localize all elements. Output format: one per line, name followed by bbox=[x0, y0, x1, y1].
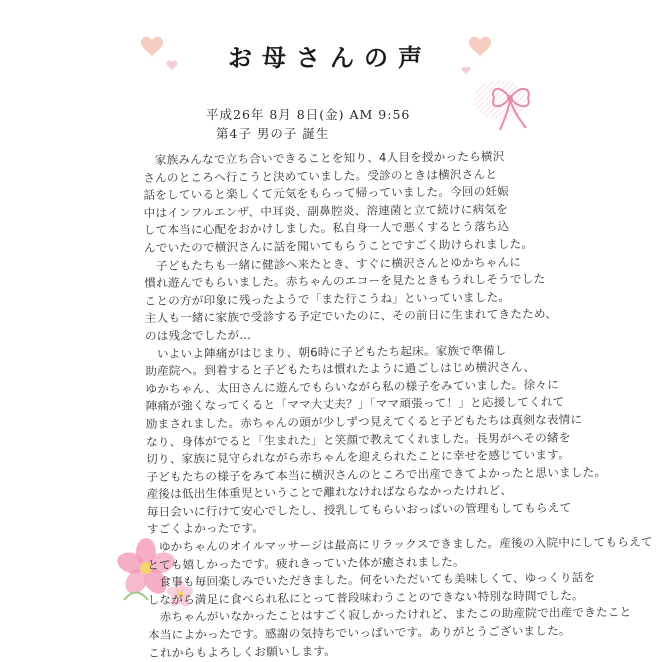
letter-line: 中はインフルエンザ、中耳炎、副鼻腔炎、溶連菌と立て続けに病気を bbox=[143, 201, 509, 220]
letter-line: とても嬉しかったです。疲れきっていた体が癒されました。 bbox=[147, 554, 465, 572]
letter-line: いよいよ陣痛がはじまり、朝6時に子どもたち起床。家族で準備し bbox=[145, 342, 507, 361]
letter-body bbox=[143, 148, 653, 662]
letter-line: 子どもたちの様子をみて本当に横沢さんのところで出産できてよかったと思いました。 bbox=[146, 464, 607, 484]
bow-decoration bbox=[470, 70, 550, 140]
letter-line: さんのところへ行こうと決めていました。受診のときは横沢さんと bbox=[143, 166, 498, 185]
letter-line: ゆかちゃん、太田さんに遊んでもらいながら私の様子をみていました。徐々に bbox=[145, 377, 560, 396]
letter-line: 慣れ遊んでもらいました。赤ちゃんのエコーを見たときもうれしそうでした bbox=[144, 271, 546, 291]
letter-line: のは残念でしたが… bbox=[144, 327, 252, 343]
letter-line: 産後は低出生体重児ということで離れなければならなかったけれど、 bbox=[146, 483, 513, 502]
letter-line: 陣痛が強くなってくると「ママ大丈夫？」「ママ頑張って！」と応援してくれて bbox=[145, 394, 565, 414]
letter-line: 助産院へ。到着すると子どもたちは慣れたように過ごしはじめ横沢さん、 bbox=[145, 360, 536, 379]
letter-line: 本当によかったです。感謝の気持ちでいっぱいです。ありがとうございました。 bbox=[147, 623, 571, 643]
letter-line: 家族みんなで立ち合いできることを知り、4人目を授かったら横沢 bbox=[143, 149, 505, 167]
letter-line: 食事も毎回楽しみでいただきました。何をいただいても美味しくて、ゆっくり話を bbox=[147, 570, 596, 590]
letter-line: 主人も一緒に家族で受診する予定でいたのに、その前日に生まれてきたため、 bbox=[144, 307, 558, 326]
letter-line: ことの方が印象に残ったようで「また行こうね」といっていました。 bbox=[144, 289, 511, 308]
letter-line: 赤ちゃんがいなかったことはすごく寂しかったけれど、またこの助産院で出産できたこと bbox=[147, 605, 632, 625]
letter-line: 切り、家族に見守られながら赤ちゃんを迎えられたことに幸せを感じています。 bbox=[146, 447, 570, 467]
birth-info: 第4子 男の子 誕生 bbox=[216, 126, 330, 141]
letter-line: 子どもたちも一緒に健診へ来たとき、すぐに横沢さんとゆかちゃんに bbox=[144, 254, 522, 273]
letter-line: すごくよかったです。 bbox=[146, 521, 265, 537]
birth-date: 平成26年 8月 8日(金) AM 9:56 bbox=[206, 107, 411, 122]
letter-title: お母さんの声 bbox=[228, 44, 432, 72]
letter-line: なり、身体がでると「生まれた」と笑顔で教えてくれました。長男がへその緒を bbox=[145, 430, 571, 449]
letter-line: んでいたので横沢さんに話を聞いてもらうことですごく助けられました。 bbox=[143, 236, 534, 255]
letter-line: 励まされました。赤ちゃんの頭が少しずつ見えてくると子どもたちは真剣な表情に bbox=[145, 412, 583, 431]
letter-line: して本当に心配をおかけしました。私自身一人で悪くするとう落ち込 bbox=[143, 219, 510, 238]
letter-line: 毎日会いに行けて安心でしたし、授乳してもらいおっぱいの管理もしてもらえて bbox=[146, 500, 572, 519]
letter-line: これからもよろしくお願いします。 bbox=[148, 643, 337, 660]
letter-line: しながら満足に食べられ私にとって普段味わうことのできない特別な時間でした。 bbox=[147, 588, 584, 607]
letter-line: ゆかちゃんのオイルマッサージは最高にリラックスできました。産後の入院中にしてもらえて bbox=[147, 534, 653, 555]
letter-line: 話をしていると楽しくて元気をもらって帰っていました。今回の妊娠 bbox=[143, 184, 510, 203]
